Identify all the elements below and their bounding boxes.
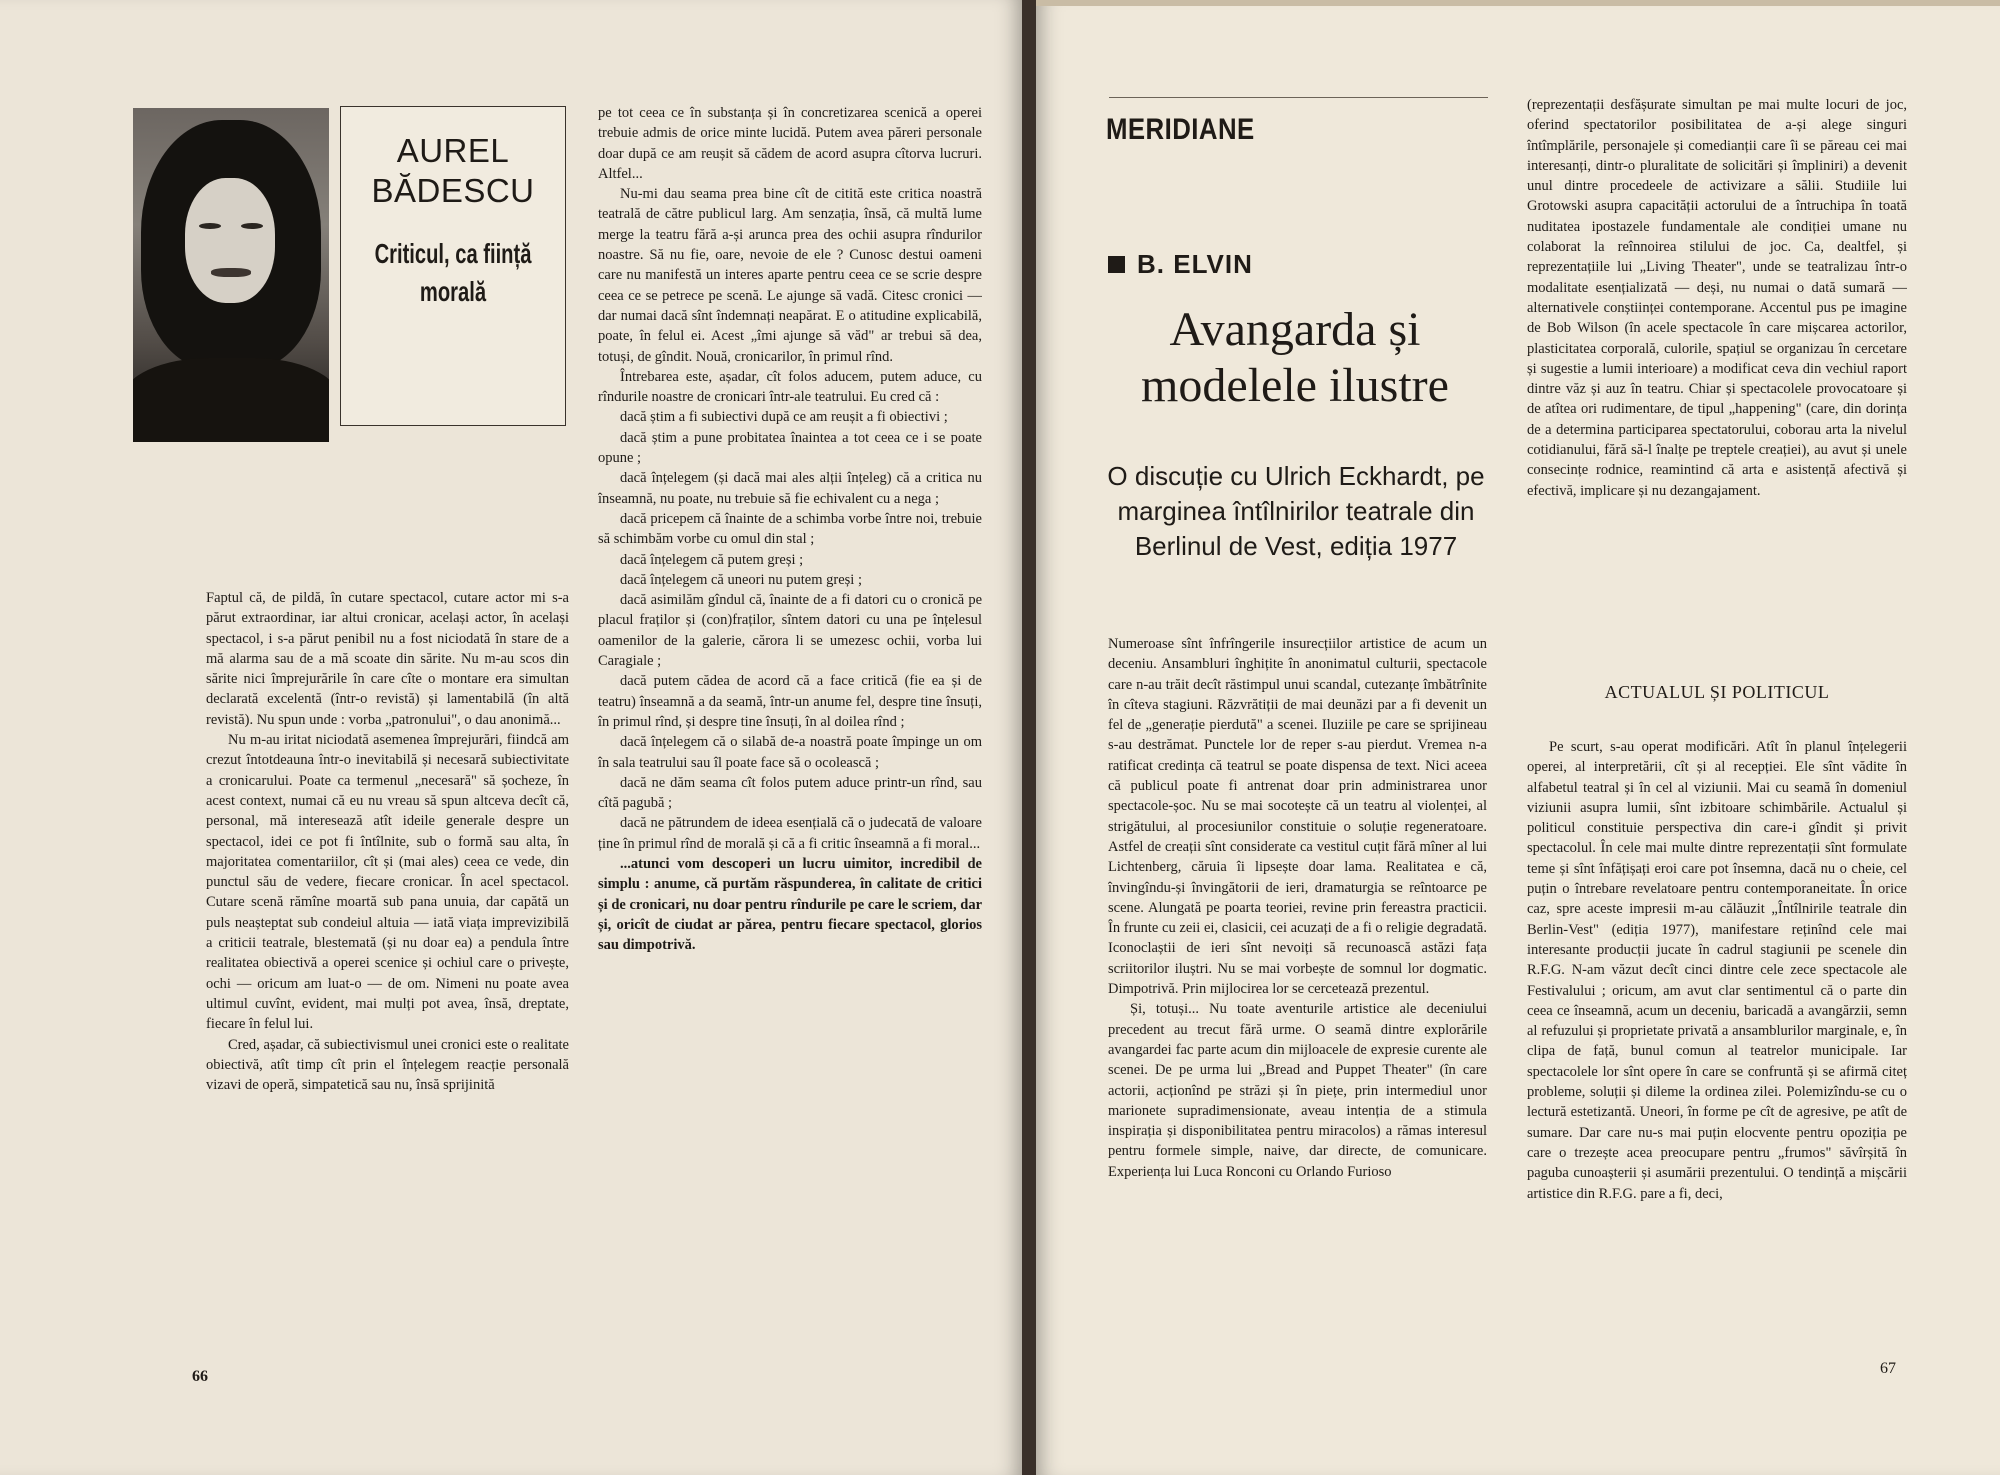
title-box <box>340 106 566 426</box>
paragraph: ...atunci vom descoperi un lucru uimitor, incredibil de simplu : anume, că purtăm răspunderea, în calitate de critici și de cronicari, nu doar pentru rîndurile pe care le scriem, dar și, oricît de ciudat ar părea, pentru fiecare spectacol, glorios sau dimpotrivă. <box>598 855 982 954</box>
article-subtitle: O discuție cu Ulrich Eckhardt, pe marginea întîlnirilor teatrale din Berlinul de Vest, ediția 1977 <box>1107 461 1485 561</box>
paragraph: Cred, așadar, că subiectivismul unei cronici este o realitate obiectivă, atît timp cît prin el înțelegem reacție personală vizavi de operă, simpatetică sau nu, însă sprijinită <box>206 1036 569 1094</box>
article-title: Criticul, ca ființă morală <box>374 238 532 307</box>
list-item: dacă înțelegem că putem greși ; <box>620 551 804 568</box>
top-edge <box>1036 0 2000 6</box>
list-item: dacă asimilăm gîndul că, înainte de a fi datori cu o cronică pe placul fraților și (con)fraților, sîntem datori cu una pe înțelesul oamenilor de la galerie, cărora li se umezesc ochii, vorba lui Caragiale ; <box>598 592 982 670</box>
section-label: MERIDIANE <box>1106 113 1255 146</box>
portrait-moustache <box>211 268 251 277</box>
section-rule <box>1109 97 1488 98</box>
paragraph: pe tot ceea ce în substanța și în concretizarea scenică a operei trebuie admis de orice minte lucidă. Putem avea păreri personale doar după ce am reușit să cădem de acord asupra cîtorva lucruri. Altfel... <box>598 105 982 182</box>
paragraph: Nu m-au iritat niciodată asemenea împrejurări, fiindcă am crezut întotdeauna într-o inevitabilă și necesară subiectivitate a cronicarului. Poate ca termenul „necesară" să șocheze, în acest context, numai că eu nu vreau să spun altceva decît că, personal, mă interesează atît ideile generale despre un spectacol, idei ce pot fi întîlnite, sub o formă sau alta, în majoritatea comentariilor, cît și (mai ales) ceea ce vede, din punctul său de vedere, fiecare cronicar. În acel spectacol. Cutare scenă rămîne moartă sub pana unuia, dar capătă un puls neașteptat sub condeiul altuia — iată viața imprevizibilă a criticii teatrale, blestemată (și nu doar ea) a pendula între realitatea obiectivă a operei scenice și ochiul care o privește, ochi — oricum am luat-o — de om. Nimeni nu poate avea ultimul cuvînt, evident, mai mulți pot avea, însă, dreptate, fiecare în felul lui. <box>206 732 569 1033</box>
square-bullet-icon <box>1108 256 1125 273</box>
list-item: dacă înțelegem (și dacă mai ales alții înțeleg) că a critica nu înseamnă, nu poate, nu trebuie să fie echivalent cu a nega ; <box>598 470 982 507</box>
paragraph: (reprezentații desfășurate simultan pe mai multe locuri de joc, oferind spectatorilor posibilitatea de a-și alege singuri întîmplările, personajele și comedianții care îi se păreau cei mai interesanți, dintr-o pluralitate de solicitări și împliniri) a devenit unul dintre procedeele de activizare a sălii. Studiile lui Grotowski asupra capacității actorului de a întruchipa în toată nuditatea ipostazele fundamentale ale condiției umane nu colaborat la reînnoirea stilului de joc. Ca, dealtfel, și reprezentațiile lui „Living Theater", unde se teatralizau într-o modalitate esențializată — deși, nu numai o dată sumară — alternativele conștiinței contemporane. Accentul pus pe imagine de Bob Wilson (în acele spectacole în care mișcarea actorilor, plasticitatea corporală, culorile, spațiul se organizau în cercetare și sugestie a lumii interioare) a modificat ceva din vechiul raport dintre văz și auz în teatru. Chiar și spectacolele provocatoare și de atîtea ori rudimentare, de tipul „happening" (care, din dorința de a determina participarea spectatorului, coborau arta la nivelul cotidianului, fără să-l înalțe pe treptele creației), au avut și unele consecințe rodnice, reamintind că arta e asistență afectivă și efectivă, implicare și nu dezangajament. <box>1527 97 1907 499</box>
paragraph: Faptul că, de pildă, în cutare spectacol, cutare actor mi s-a părut extraordinar, iar altui cronicar, același actor, în același spectacol, i s-a părut penibil nu a fost niciodată în stare de a mă alarma sau de a mă scoate din sărite. Nu m-au scos din sărite nici împrejurările în care cîte o montare era simultan declarată excelentă (într-o revistă) și lamentabilă (în altă revistă). Nu spun unde : vorba „patronului", o dau anonimă... <box>206 590 569 728</box>
list-item: dacă înțelegem că uneori nu putem greși ; <box>620 571 862 588</box>
paragraph: Întrebarea este, așadar, cît folos aducem, putem aduce, cu rîndurile noastre de cronicari într-ale teatrului. Eu cred că : <box>598 368 982 406</box>
book-gutter <box>1022 0 1036 1475</box>
portrait-eye <box>199 223 221 229</box>
page-number: 66 <box>192 1368 208 1385</box>
section-subhead: ACTUALUL ȘI POLITICUL <box>1604 682 1830 702</box>
list-item: dacă pricepem că înainte de a schimba vorbe între noi, trebuie să schimbăm vorbe cu omul din stal ; <box>598 510 982 548</box>
page-number: 67 <box>1880 1360 1896 1377</box>
list-item: dacă ne dăm seama cît folos putem aduce printr-un rînd, sau cîtă pagubă ; <box>598 774 982 812</box>
list-item: dacă știm a fi subiectivi după ce am reușit a fi obiectivi ; <box>620 409 948 426</box>
portrait-eye <box>241 223 263 229</box>
author-name: B. ELVIN <box>1137 249 1253 279</box>
paragraph: Nu-mi dau seama prea bine cît de citită este critica noastră teatrală de către publicul larg. Am senzația, însă, că multă lume merge la teatru fără a-și arunca prea des ochii asupra rîndurilor noastre. Să nu fie, oare, nevoie de ele ? Cunosc destui oameni care nu manifestă un interes aparte pentru ceea ce se scrie despre ceea ce se petrece pe scenă. Le ajunge să vadă. Citesc cronici — dar numai dacă sînt îndemnați neapărat. E o atitudine explicabilă, poate, în felul ei. Acest „îmi ajunge să văd" ar trebui să dea, totuși, de gîndit. Nouă, cronicarilor, în primul rînd. <box>598 186 982 365</box>
list-item: dacă înțelegem că o silabă de-a noastră poate împinge un om în sala teatrului sau îl poate face să o ocolească ; <box>598 734 982 771</box>
left-column-1 <box>206 588 569 1338</box>
right-column-2 <box>1527 95 1907 625</box>
paragraph: Pe scurt, s-au operat modificări. Atît în planul înțelegerii operei, al interpretării, cît și al recepției. Ele sînt vădite în alfabetul teatral și în cel al viziunii. Mai cu seamă în domeniul viziunii asupra lumii, sînt izbitoare schimbările. Actualul și politicul constituie perspectiva din care-i gîndit și privit spectacolul. În cele mai multe dintre reprezentații sînt formulate teme și sînt înfățișați eroi care pot însemna, dacă nu o cheie, cel puțin o întrebare revelatoare pentru contemporaneitate. În orice caz, spre aceste impresii m-au călăuzit „Întîlnirile teatrale din Berlin-Vest" (ediția 1977), manifestare reținînd cele mai interesante producții jucate în cadrul stagiunii pe scenele din R.F.G. N-am văzut decît cinci dintre cele zece spectacole ale Festivalului ; oricum, am avut clar sentimentul că o parte din ceea ce înseamnă, acum un deceniu, baricadă a avangărzii, semn al refuzului și proprietate privată a ansamblurilor marginale, e, în clipa de față, bunul comun al teatrelor municipale. Iar spectacolele lor sînt opere în care se confruntă și se afirmă citeț probleme, soluții și dileme la ordinea zilei. Polemizîndu-se cu o lectură estetizantă. Uneori, în forme pe cît de agresive, pe atît de sumare. Dar care nu-s mai puțin elocvente pentru opoziția pe care o trezește acea preocupare pentru „frumos" săvîrșită în paguba cunoașterii și asumării prezentului. O tendință a mișcării artistice din R.F.G. pare a fi, deci, <box>1527 739 1907 1202</box>
author-name: AUREL BĂDESCU <box>371 132 535 209</box>
portrait-face <box>185 178 275 303</box>
list-item: dacă putem cădea de acord că a face critică (fie ea și de teatru) înseamnă a da seamă, într-un anume fel, despre tine însuți, în primul rînd, și despre tine însuți, în al doilea rînd ; <box>598 673 982 730</box>
right-column-1 <box>1108 634 1487 1352</box>
author-byline <box>1108 249 1253 280</box>
list-item: dacă știm a pune probitatea înaintea a tot ceea ce i se poate opune ; <box>598 429 982 467</box>
right-column-2-continued <box>1527 737 1907 1352</box>
author-portrait-photo <box>133 108 329 442</box>
paragraph: Și, totuși... Nu toate aventurile artistice ale deceniului precedent au trecut fără urme. O seamă dintre explorările avangardei fac parte acum din mijloacele de expresie curente ale scenei. De pe urma lui „Bread and Puppet Theater" (în care actorii, acționînd pe străzi și în piețe, prin intermediul unor marionete supradimensionate, aveau intenția de a stimula inspirația și disponibilitatea pentru miracolos) a rămas interesul pentru formele simple, naive, dar directe, de comunicare. Experiența lui Luca Ronconi cu Orlando Furioso <box>1108 1001 1487 1180</box>
left-column-2 <box>598 103 982 1338</box>
list-item: dacă ne pătrundem de ideea esențială că o judecată de valoare ține în primul rînd de morală și că a fi critic înseamnă a fi moral... <box>598 815 982 852</box>
paragraph: Numeroase sînt înfrîngerile insurecțiilor artistice de acum un deceniu. Ansambluri înghițite în anonimatul culturii, spectacole care n-au trăit decît răstimpul unui scandal, cutezanțe îmbătrînite în cîteva stagiuni. Răzvrătiții de mai deunăzi par a fi devenit un fel de „generație pierdută" a scenei. Iluziile pe care se sprijineau s-au destrămat. Punctele lor de reper s-au pierdut. Vremea n-a ratificat credința că teatrul se poate dispensa de text. Nici aceea că publicul poate fi antrenat doar prin administrarea unor spectacole-șoc. Nu se mai socotește că un teatru al violenței, al strigătului, al procesiunilor constituie o soluție regeneratoare. Astfel de creații sînt considerate ca vestitul cuțit fără mîner al lui Lichtenberg, căruia îi lipsește doar lama. Realitatea e că, învingîndu-și învingătorii de ieri, dramaturgia se reîntoarce pe scene. Alungată pe poarta teoriei, revine prin fereastra practicii. În frunte cu zeii ei, clasicii, cei acuzați de a fi o religie degradată. Iconoclaștii de ieri sînt nevoiți să recunoască astăzi fața scriitorilor iluștri. Nu se mai vorbește de somnul lor dogmatic. Dimpotrivă. Prin mijlocirea lor se cercetează prezentul. <box>1108 636 1487 998</box>
portrait-shirt <box>133 358 329 442</box>
article-title: Avangarda și modelele ilustre <box>1141 303 1449 412</box>
